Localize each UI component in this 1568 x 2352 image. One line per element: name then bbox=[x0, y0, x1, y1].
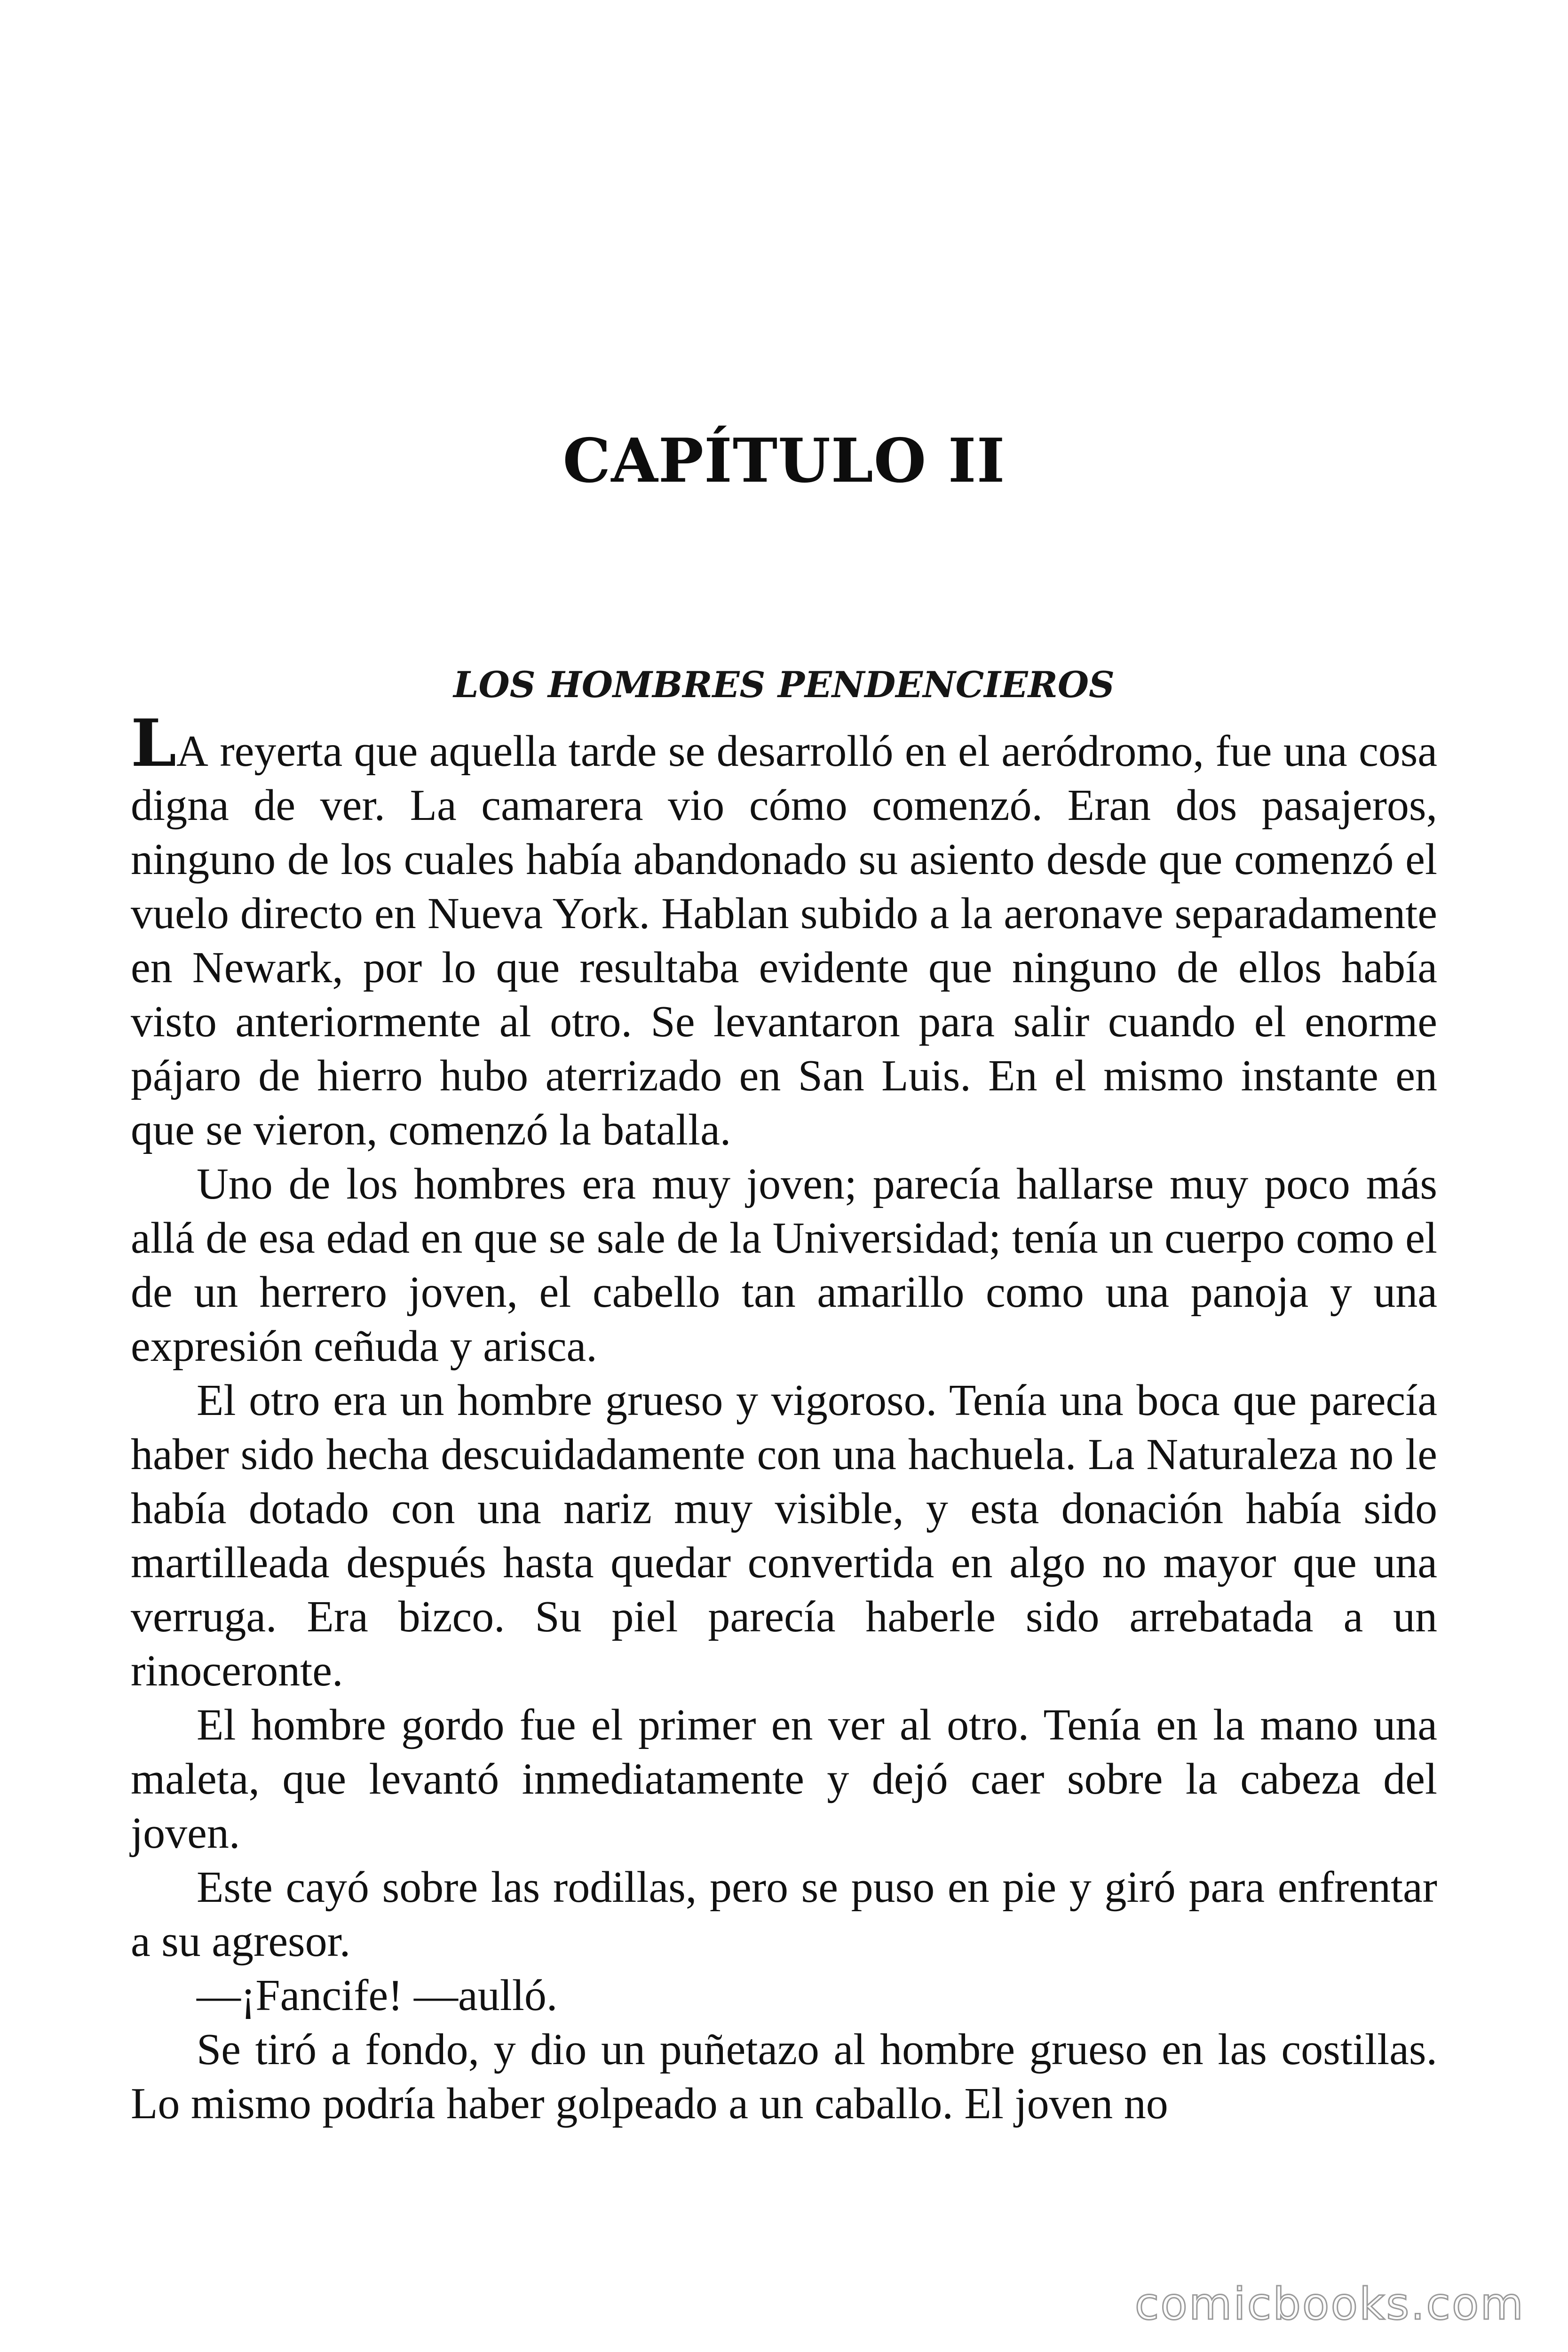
paragraph-1-text: reyerta que aquella tarde se desarrolló en el aeródromo, fue una cosa digna de ver. La camarera vio cómo comenzó. Eran dos pasajeros, ninguno de los cuales había abandonado su asiento desde que comenzó el vuelo directo en Nueva York. Hablan subido a la aeronave separadamente en Newark, por lo que resultaba evidente que ninguno de ellos había visto anteriormente al otro. Se levantaron para salir cuando el enorme pájaro de hierro hubo aterrizado en San Luis. En el mismo instante en que se vieron, comenzó la batalla. bbox=[131, 727, 1437, 1154]
paragraph-1 bbox=[131, 705, 1437, 1157]
paragraph-7: Se tiró a fondo, y dio un puñetazo al hombre grueso en las costillas. Lo mismo podría haber golpeado a un caballo. El joven no bbox=[131, 2025, 1437, 2128]
chapter-body bbox=[131, 705, 1437, 2131]
paragraph-2: Uno de los hombres era muy joven; parecía hallarse muy poco más allá de esa edad en que se sale de la Universidad; tenía un cuerpo como el de un herrero joven, el cabello tan amarillo como una panoja y una expresión ceñuda y arisca. bbox=[131, 1160, 1437, 1371]
paragraph-5: Este cayó sobre las rodillas, pero se puso en pie y giró para enfrentar a su agresor. bbox=[131, 1863, 1437, 1966]
paragraph-6: —¡Fancife! —aulló. bbox=[197, 1971, 558, 2020]
chapter-title: CAPÍTULO II bbox=[562, 425, 1006, 496]
drop-cap-continuation: A bbox=[176, 727, 208, 776]
chapter-subtitle: LOS HOMBRES PENDENCIEROS bbox=[453, 664, 1115, 706]
watermark: comicbooks.com bbox=[1134, 2279, 1525, 2330]
paragraph-3: El otro era un hombre grueso y vigoroso. Tenía una boca que parecía haber sido hecha descuidadamente con una hachuela. La Naturaleza no le había dotado con una nariz muy visible, y esta donación había sido martilleada después hasta quedar convertida en algo no mayor que una verruga. Era bizco. Su piel parecía haberle sido arrebatada a un rinoceronte. bbox=[131, 1376, 1437, 1695]
paragraph-4: El hombre gordo fue el primer en ver al otro. Tenía en la mano una maleta, que levantó inmediatamente y dejó caer sobre la cabeza del joven. bbox=[131, 1700, 1437, 1858]
drop-cap: L bbox=[131, 705, 177, 781]
